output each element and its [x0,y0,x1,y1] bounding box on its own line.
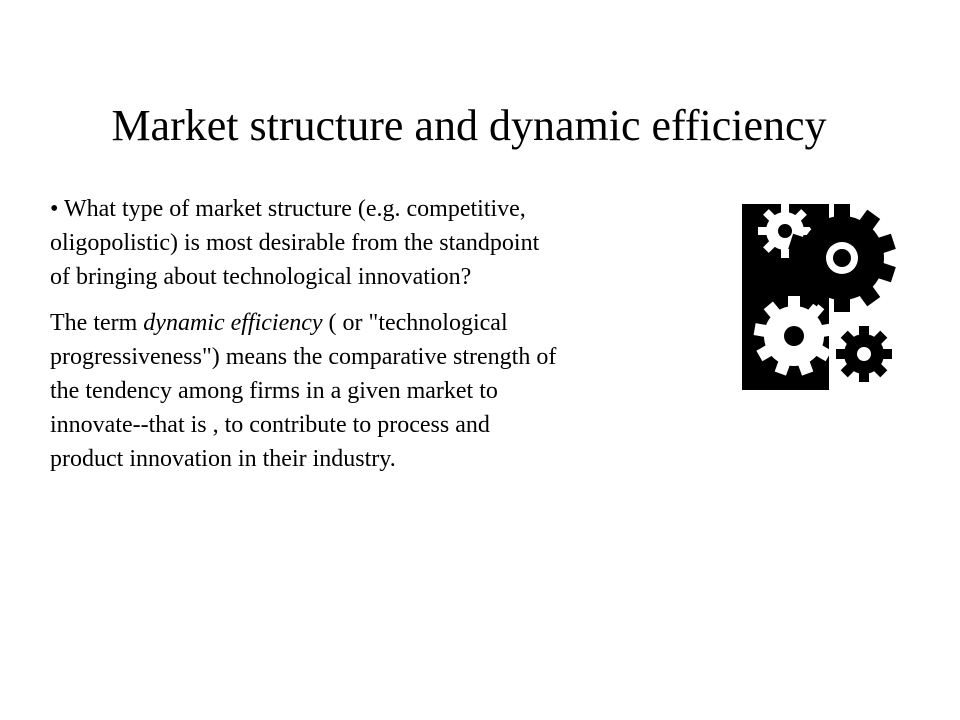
bullet-paragraph [50,192,740,294]
bullet-line-2: oligopolistic) is most desirable from the standpoint [50,230,540,256]
bullet-line-3: of bringing about technological innovation? [50,264,472,290]
definition-line-1-rest: ( or "technological [322,310,508,336]
definition-line-2: progressiveness") means the comparative strength of [50,344,557,370]
definition-line-5: product innovation in their industry. [50,446,396,472]
definition-term: dynamic efficiency [143,310,323,336]
gears-icon [742,194,902,394]
bullet-marker: • [50,196,59,222]
definition-line-4: innovate--that is , to contribute to process and [50,412,490,438]
definition-paragraph [50,306,740,476]
slide-title: Market structure and dynamic efficiency [111,101,827,150]
bullet-line-1: What type of market structure (e.g. competitive, [63,196,526,222]
slide-body [50,192,740,476]
definition-line-3: the tendency among firms in a given market to [50,378,498,404]
definition-intro: The term [50,310,144,336]
